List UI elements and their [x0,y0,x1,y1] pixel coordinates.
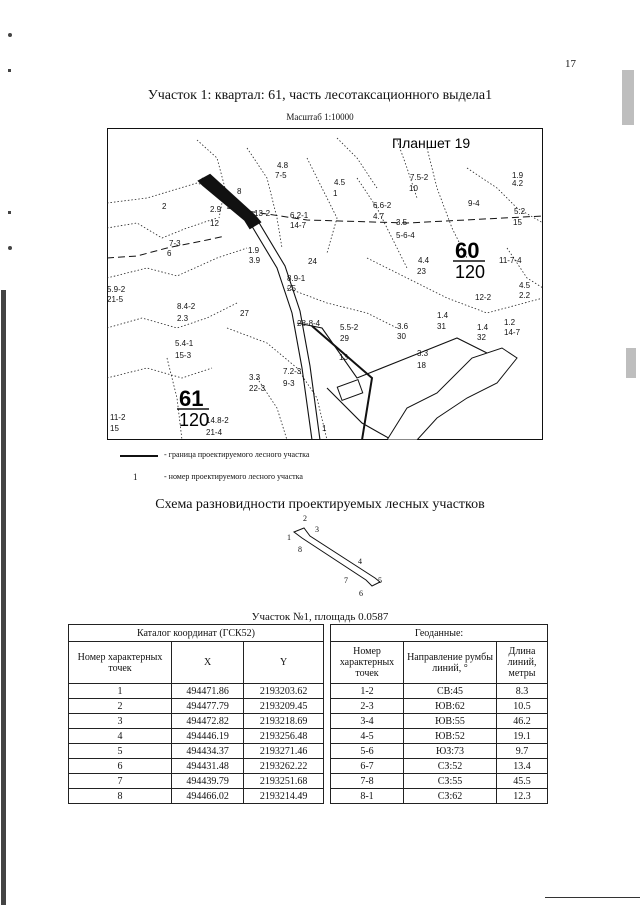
table-row [69,744,324,759]
map-stand-label: 3.3 [249,373,261,382]
tablet-label: Планшет 19 [392,135,471,151]
quarter-60-sub: 120 [455,262,486,282]
table-cell: 8.3 [497,684,548,699]
col-header: Y [244,642,324,684]
table-row [331,714,548,729]
scheme-title: Схема разновидности проектируемых лесных участков [155,497,485,512]
map-stand-label: 5.4-1 [175,339,194,348]
map-stand-label: 2.3 [177,314,189,323]
map-stand-label: 4.5 [519,281,531,290]
table-cell: 494472.82 [172,714,244,729]
map-stand-label: 6.6-2 [373,201,392,210]
map-stand-label: 12-2 [475,293,492,302]
table-row [331,789,548,804]
margin-bar [1,290,6,905]
quarter-61-sub: 120 [179,410,210,430]
map-stand-label: 30 [397,332,406,341]
table-cell: 4-5 [331,729,404,744]
map-stand-label: 5.2 [514,207,526,216]
catalog-title: Каталог координат (ГСК52) [69,625,324,642]
scheme-point: 1 [287,533,291,542]
table-cell: 5-6 [331,744,404,759]
coordinate-catalog-table [68,624,324,804]
table-cell: 1-2 [331,684,404,699]
map-stand-label: 8.4-2 [177,302,196,311]
map-stand-label: 12 [210,219,219,228]
table-cell: 494431.48 [172,759,244,774]
map-stand-label: 11-2 [110,413,126,422]
quarter-60: 60 [455,238,480,263]
map-stand-label: 23 [417,267,426,276]
forest-map [107,128,543,440]
map-stand-label: 22-3 [249,384,266,393]
page-number: 17 [565,58,576,70]
map-stand-label: 8 [237,187,242,196]
scheme-point: 8 [298,545,302,554]
scan-speck [626,348,636,378]
map-stand-label: 7.2-3 [283,367,302,376]
table-cell: 10.5 [497,699,548,714]
table-cell: 494477.79 [172,699,244,714]
map-stand-label: 7-3 [169,239,181,248]
table-cell: 9.7 [497,744,548,759]
table-cell: 2193271.46 [244,744,324,759]
map-stand-label: 29 [340,334,349,343]
page-title: Участок 1: квартал: 61, часть лесотаксационного выдела1 [147,88,493,103]
col-header: X [172,642,244,684]
geodata-table [330,624,548,804]
table-cell: 2193209.45 [244,699,324,714]
map-stand-label: 18 [417,361,426,370]
table-row [69,699,324,714]
table-row [331,744,548,759]
map-stand-label: 7-5 [275,171,287,180]
table-cell: 494471.86 [172,684,244,699]
map-stand-label: 1.4 [437,311,449,320]
table-cell: СВ:45 [404,684,497,699]
table-cell: 2193256.48 [244,729,324,744]
map-stand-label: 9-3 [283,379,295,388]
table-row [69,729,324,744]
table-cell: 3 [69,714,172,729]
map-stand-label: 1 [333,189,338,198]
map-stand-label: 9-4 [468,199,480,208]
table-cell: СЗ:52 [404,759,497,774]
table-row [69,759,324,774]
table-row [331,774,548,789]
legend-line [120,455,158,457]
map-stand-label: 1 [322,424,327,433]
table-cell: 2193218.69 [244,714,324,729]
map-stand-label: 15-3 [175,351,192,360]
table-cell: ЮВ:52 [404,729,497,744]
table-cell: 494466.02 [172,789,244,804]
col-header: Номер характерных точек [69,642,172,684]
table-row [331,699,548,714]
map-stand-label: 6 [167,249,172,258]
map-stand-label: 5.5-2 [340,323,359,332]
map-scale: Масштаб 1:10000 [286,112,354,122]
table-cell: 494434.37 [172,744,244,759]
table-cell: СЗ:55 [404,774,497,789]
map-stand-label: 4.8 [277,161,289,170]
legend-number: - номер проектируемого лесного участка [164,472,303,481]
map-stand-label: 8.9-1 [287,274,306,283]
map-stand-label: 27 [240,309,249,318]
geo-title: Геоданные: [331,625,548,642]
table-row [69,774,324,789]
map-stand-label: 4.7 [373,212,385,221]
legend-boundary: - граница проектируемого лесного участка [164,450,310,459]
table-cell: 7 [69,774,172,789]
legend-marker: 1 [133,472,138,482]
map-stand-label: 3.5 [396,218,408,227]
scheme-point: 2 [303,514,307,523]
scheme-point: 5 [378,576,382,585]
table-row [331,729,548,744]
table-row [69,789,324,804]
col-header: Длина линий, метры [497,642,548,684]
table-cell: 5 [69,744,172,759]
map-stand-label: 6.2-1 [290,211,309,220]
map-stand-label: 7.5-2 [410,173,429,182]
map-stand-label: 10 [409,184,418,193]
table-cell: 494439.79 [172,774,244,789]
table-cell: 494446.19 [172,729,244,744]
table-cell: 3-4 [331,714,404,729]
map-stand-label: 3.9 [249,256,261,265]
table-cell: 45.5 [497,774,548,789]
table-cell: 1 [69,684,172,699]
table-row [331,759,548,774]
table-cell: 2193214.49 [244,789,324,804]
quarter-61: 61 [179,386,204,411]
table-cell: 8-1 [331,789,404,804]
table-cell: ЮЗ:73 [404,744,497,759]
map-stand-label: 3.3 [417,349,429,358]
margin-dot [8,69,11,72]
map-stand-label: 28-8-4 [297,319,321,328]
map-stand-label: 4.5 [334,178,346,187]
map-stand-label: 14-7 [290,221,307,230]
map-stand-label: 5-6-4 [396,231,415,240]
map-stand-label: 13 [339,353,348,362]
margin-dot [8,246,12,250]
parcel-scheme [280,510,390,600]
map-stand-label: 4.4 [418,256,430,265]
map-stand-label: 2.2 [519,291,531,300]
table-cell: 2-3 [331,699,404,714]
map-stand-label: 14-7 [504,328,521,337]
map-stand-label: 2.9 [210,205,222,214]
area-caption: Участок №1, площадь 0.0587 [251,611,389,623]
table-cell: 6 [69,759,172,774]
map-stand-label: 1.9 [512,171,524,180]
map-stand-label: 1.2 [504,318,516,327]
table-cell: 7-8 [331,774,404,789]
footer-lines [545,897,640,898]
table-cell: 12.3 [497,789,548,804]
table-cell: ЮВ:62 [404,699,497,714]
scheme-point: 4 [358,557,362,566]
table-row [69,714,324,729]
col-header: Номер характерных точек [331,642,404,684]
table-row [331,684,548,699]
map-stand-label: 4.2 [512,179,524,188]
margin-dot [8,33,12,37]
table-cell: 13.4 [497,759,548,774]
map-stand-label: 31 [437,322,446,331]
table-cell: 2193262.22 [244,759,324,774]
table-cell: 6-7 [331,759,404,774]
map-stand-label: 1.4 [477,323,489,332]
map-stand-label: 11-7-4 [499,256,522,265]
margin-dot [8,211,11,214]
table-row [69,684,324,699]
table-cell: СЗ:62 [404,789,497,804]
map-stand-label: 25 [287,284,296,293]
table-cell: 2193203.62 [244,684,324,699]
map-stand-label: 15 [513,218,522,227]
col-header: Направление румбы линий, ° [404,642,497,684]
scheme-point: 6 [359,589,363,598]
map-stand-label: 13-2 [254,209,271,218]
table-cell: 2 [69,699,172,714]
table-cell: 2193251.68 [244,774,324,789]
map-stand-label: 5.9-2 [107,285,126,294]
map-stand-label: 32 [477,333,486,342]
map-stand-label: 21-4 [206,428,223,437]
map-stand-label: 2 [162,202,167,211]
map-stand-label: 21-5 [107,295,124,304]
map-stand-label: 24 [308,257,317,266]
scheme-point: 7 [344,576,348,585]
map-stand-label: 1.9 [248,246,260,255]
table-cell: 46.2 [497,714,548,729]
map-stand-label: 15 [110,424,119,433]
table-cell: 19.1 [497,729,548,744]
map-stand-label: 3.6 [397,322,409,331]
table-cell: ЮВ:55 [404,714,497,729]
table-cell: 8 [69,789,172,804]
scheme-point: 3 [315,525,319,534]
table-cell: 4 [69,729,172,744]
map-stand-label: 14.8-2 [206,416,229,425]
